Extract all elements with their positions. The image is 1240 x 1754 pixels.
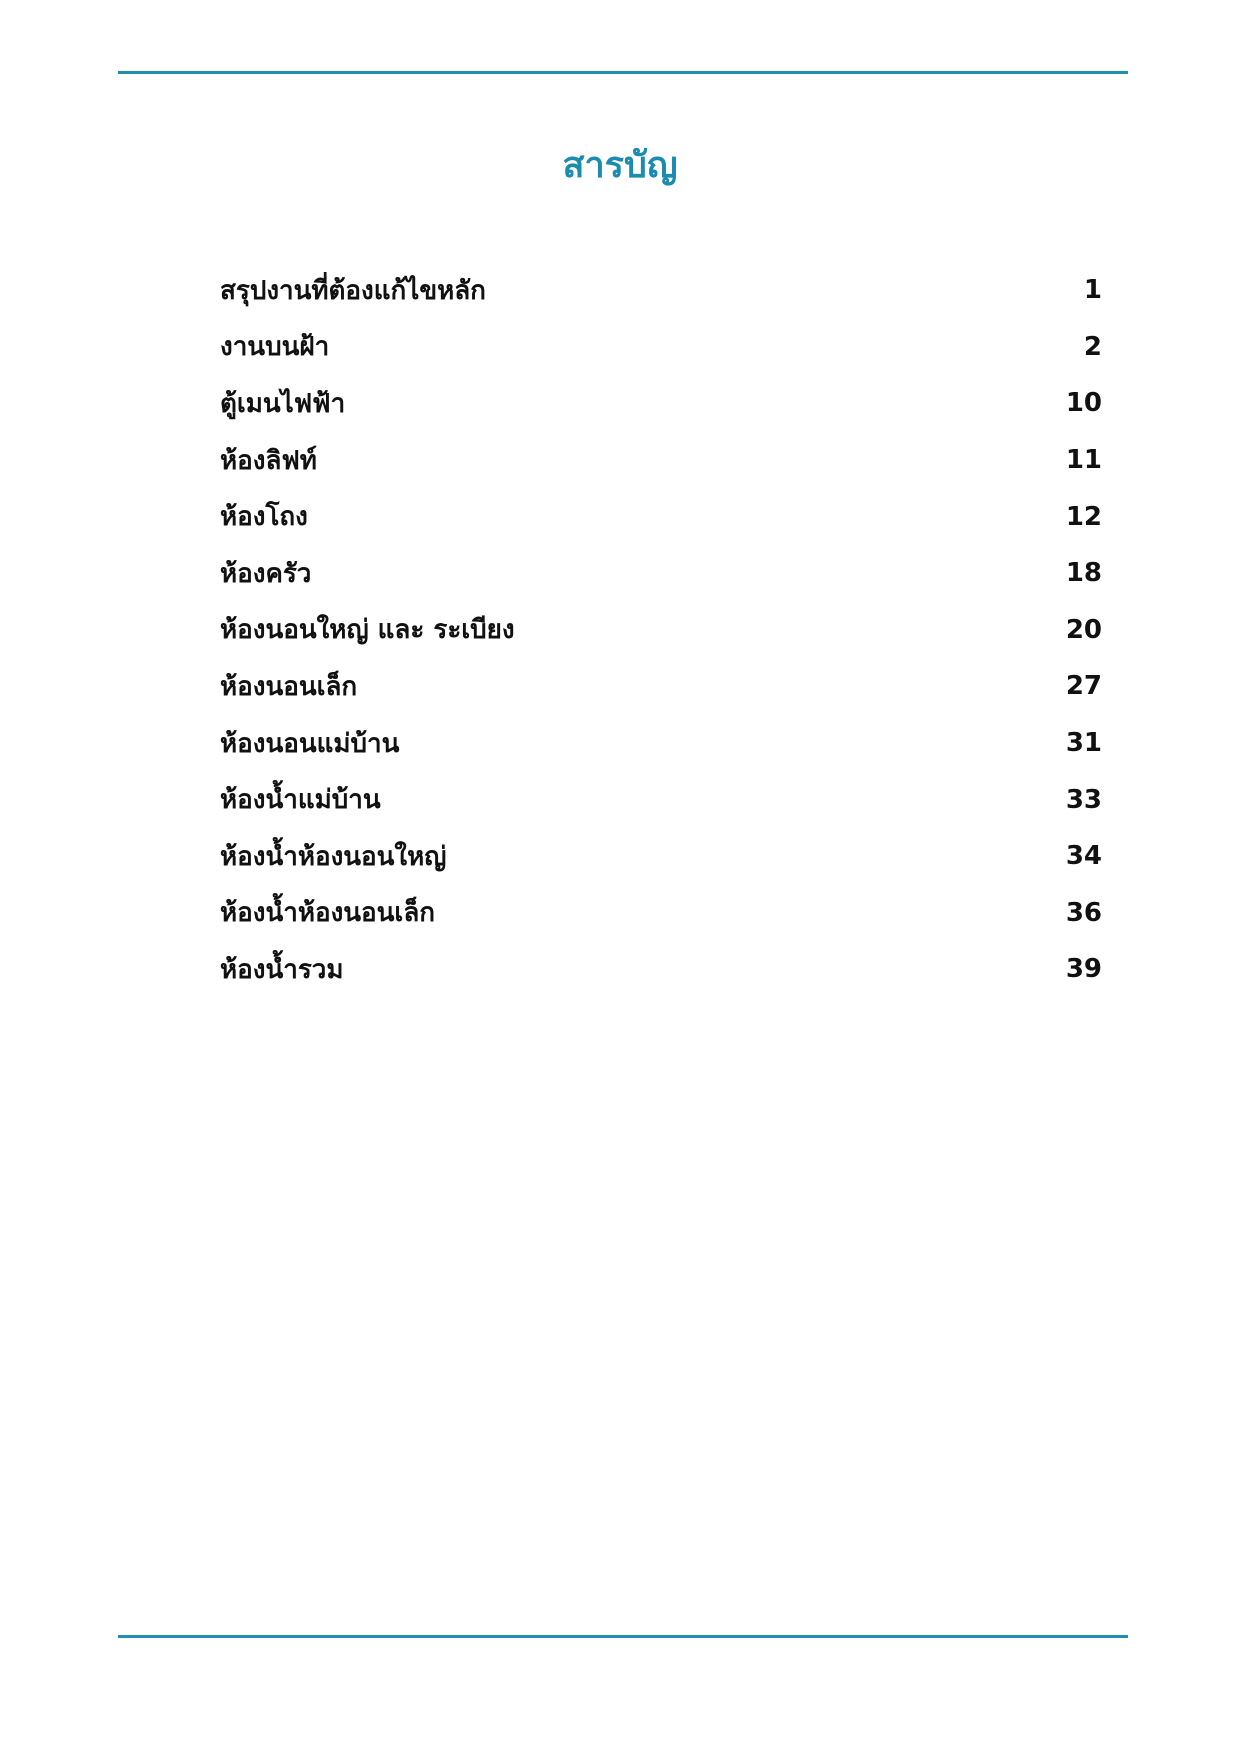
toc-entry[interactable] [220,375,1102,432]
toc-entry[interactable] [220,545,1102,602]
toc-entry[interactable] [220,941,1102,998]
toc-entry[interactable] [220,262,1102,319]
toc-entry-label: ห้องน้ำห้องนอนเล็ก [220,898,435,929]
table-of-contents [220,262,1102,998]
toc-entry[interactable] [220,715,1102,772]
toc-entry-label: ห้องนอนแม่บ้าน [220,728,400,759]
toc-entry-label: ห้องน้ำห้องนอนใหญ่ [220,841,447,872]
toc-entry-page: 2 [1083,331,1102,362]
toc-entry[interactable] [220,432,1102,489]
toc-entry-page: 36 [1065,897,1102,928]
toc-entry-page: 12 [1065,501,1102,532]
toc-entry-label: ห้องลิฟท์ [220,445,317,476]
toc-entry-page: 18 [1065,558,1102,589]
top-divider [118,71,1128,74]
toc-entry-label: งานบนฝ้า [220,332,330,363]
toc-entry-label: ห้องครัว [220,558,312,589]
toc-entry-page: 33 [1065,784,1102,815]
toc-entry-label: ห้องโถง [220,502,308,533]
toc-entry[interactable] [220,885,1102,942]
toc-entry[interactable] [220,658,1102,715]
toc-entry-label: ห้องนอนใหญ่ และ ระเบียง [220,615,515,646]
toc-entry-page: 27 [1065,671,1102,702]
toc-entry[interactable] [220,319,1102,376]
toc-entry-label: ห้องน้ำรวม [220,954,344,985]
toc-entry[interactable] [220,602,1102,659]
toc-entry-page: 1 [1083,275,1102,306]
toc-entry-page: 20 [1065,614,1102,645]
toc-entry-label: ห้องน้ำแม่บ้าน [220,785,381,816]
toc-entry-label: ตู้เมนไฟฟ้า [220,388,346,419]
toc-entry-label: ห้องนอนเล็ก [220,671,358,702]
toc-entry-label: สรุปงานที่ต้องแก้ไขหลัก [220,275,486,306]
toc-entry[interactable] [220,828,1102,885]
toc-entry-page: 11 [1065,445,1102,476]
toc-entry-page: 34 [1065,841,1102,872]
bottom-divider [118,1635,1128,1638]
toc-entry-page: 31 [1065,728,1102,759]
toc-entry-page: 39 [1065,954,1102,985]
page-title: สารบัญ [562,145,678,187]
toc-entry[interactable] [220,771,1102,828]
toc-entry[interactable] [220,488,1102,545]
toc-entry-page: 10 [1065,388,1102,419]
